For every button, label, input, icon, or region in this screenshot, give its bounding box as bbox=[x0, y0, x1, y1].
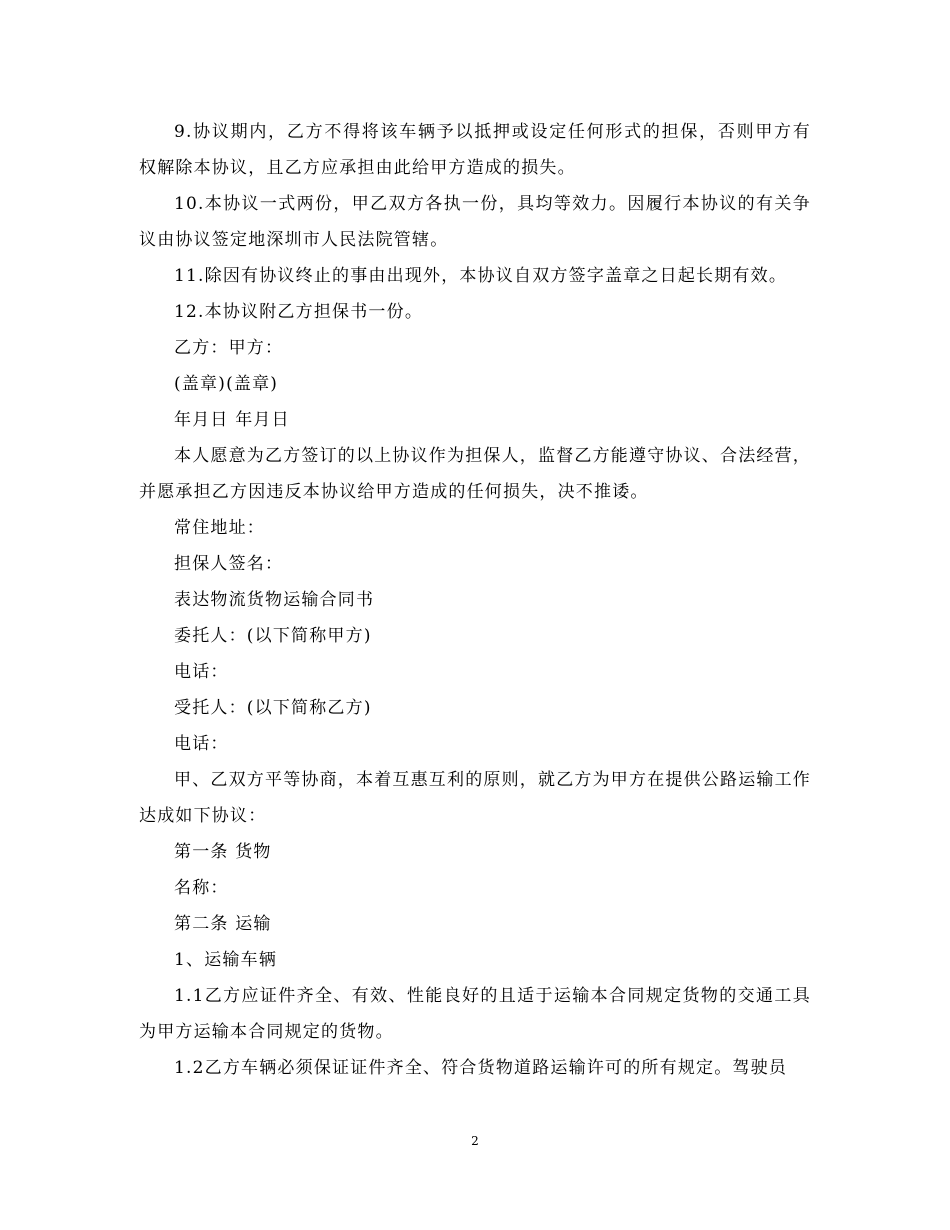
seal-line: (盖章)(盖章) bbox=[174, 374, 279, 394]
guarantor-signature-label: 担保人签名： bbox=[174, 554, 284, 574]
clause-1-2: 1.2乙方车辆必须保证证件齐全、符合货物道路运输许可的所有规定。驾驶员 bbox=[174, 1058, 788, 1078]
principal-phone-label: 电话： bbox=[174, 662, 229, 682]
clause-1-1: 1.1乙方应证件齐全、有效、性能良好的且适于运输本合同规定货物的交通工具为甲方运输本合同规定的货物。 bbox=[139, 986, 811, 1042]
date-line: 年月日 年月日 bbox=[174, 410, 290, 430]
preamble: 甲、乙双方平等协商，本着互惠互利的原则，就乙方为甲方在提供公路运输工作达成如下协议： bbox=[139, 770, 811, 826]
goods-name-label: 名称： bbox=[174, 878, 229, 898]
contract-title: 表达物流货物运输合同书 bbox=[174, 590, 375, 610]
clause-9: 9.协议期内，乙方不得将该车辆予以抵押或设定任何形式的担保，否则甲方有权解除本协议，且乙方应承担由此给甲方造成的损失。 bbox=[139, 122, 811, 178]
agent-label: 受托人：(以下简称乙方) bbox=[174, 698, 372, 718]
clause-10: 10.本协议一式两份，甲乙双方各执一份，具均等效力。因履行本协议的有关争议由协议签定地深圳市人民法院管辖。 bbox=[139, 194, 811, 250]
signature-parties-line: 乙方：甲方： bbox=[174, 338, 284, 358]
clause-11: 11.除因有协议终止的事由出现外，本协议自双方签字盖章之日起长期有效。 bbox=[174, 266, 788, 286]
principal-label: 委托人：(以下简称甲方) bbox=[174, 626, 372, 646]
agent-phone-label: 电话： bbox=[174, 734, 229, 754]
article-2-heading: 第二条 运输 bbox=[174, 914, 272, 934]
page-number: 2 bbox=[471, 1134, 479, 1148]
clause-12: 12.本协议附乙方担保书一份。 bbox=[174, 302, 424, 322]
section-1-heading: 1、运输车辆 bbox=[174, 950, 278, 970]
guarantor-statement: 本人愿意为乙方签订的以上协议作为担保人，监督乙方能遵守协议、合法经营，并愿承担乙方因违反本协议给甲方造成的任何损失，决不推诿。 bbox=[139, 446, 811, 502]
permanent-address-label: 常住地址： bbox=[174, 518, 265, 538]
document-page bbox=[139, 114, 811, 1086]
article-1-heading: 第一条 货物 bbox=[174, 842, 272, 862]
